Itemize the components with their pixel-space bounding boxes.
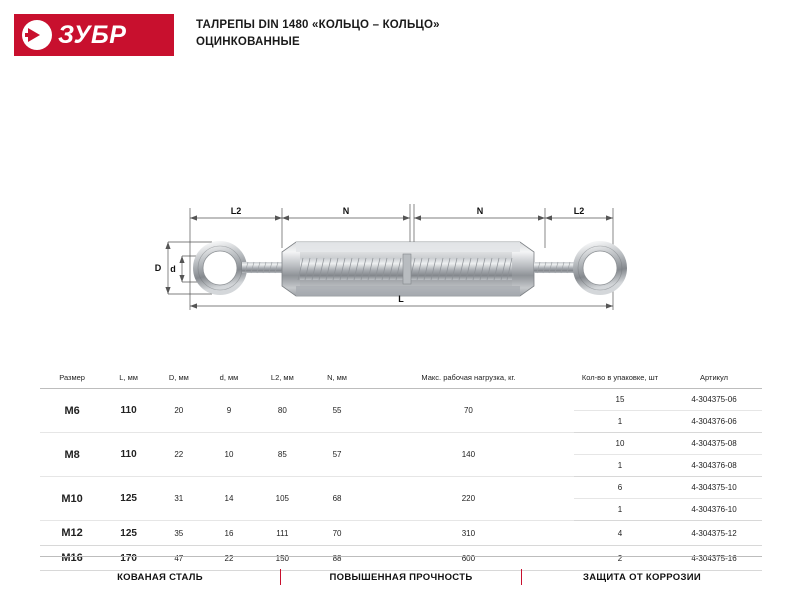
brand-name: ЗУБР xyxy=(58,20,127,49)
cell-n: 70 xyxy=(311,521,363,546)
cell-size: M8 xyxy=(40,433,104,477)
svg-text:N: N xyxy=(342,206,350,216)
product-spec-table xyxy=(40,368,762,571)
cell-pack-qty: 1 xyxy=(574,411,666,433)
cell-size: M10 xyxy=(40,477,104,521)
page-title xyxy=(196,14,440,50)
svg-text:d: d xyxy=(170,264,176,274)
cell-size: M6 xyxy=(40,389,104,433)
brand-logo xyxy=(14,14,174,56)
cell-article: 4-304375-12 xyxy=(666,521,762,546)
svg-text:N: N xyxy=(476,206,484,216)
table-body xyxy=(40,389,762,571)
cell-load: 220 xyxy=(363,477,574,521)
cell-diameter-big: 22 xyxy=(153,433,205,477)
cell-length: 170 xyxy=(104,546,153,571)
svg-text:L2: L2 xyxy=(573,206,585,216)
cell-diameter-small: 16 xyxy=(205,521,254,546)
title-line-2: ОЦИНКОВАННЫЕ xyxy=(196,35,300,48)
cell-n: 88 xyxy=(311,546,363,571)
turnbuckle-drawing xyxy=(0,56,800,316)
cell-n: 57 xyxy=(311,433,363,477)
cell-l2: 111 xyxy=(253,521,311,546)
cell-diameter-small: 10 xyxy=(205,433,254,477)
feature-footer xyxy=(40,556,762,585)
svg-text:L2: L2 xyxy=(230,206,242,216)
cell-pack-qty: 2 xyxy=(574,546,666,571)
cell-article: 4-304375-16 xyxy=(666,546,762,571)
cell-length: 125 xyxy=(104,521,153,546)
cell-size: M12 xyxy=(40,521,104,546)
cell-diameter-small: 14 xyxy=(205,477,254,521)
cell-article: 4-304376-06 xyxy=(666,411,762,433)
svg-text:L: L xyxy=(398,294,404,304)
table-row xyxy=(40,433,762,455)
zubr-arrow-icon xyxy=(22,20,52,50)
table-row xyxy=(40,389,762,411)
th-l2: L2, мм xyxy=(253,368,311,389)
cell-length: 110 xyxy=(104,433,153,477)
cell-l2: 105 xyxy=(253,477,311,521)
th-n: N, мм xyxy=(311,368,363,389)
cell-l2: 80 xyxy=(253,389,311,433)
th-l: L, мм xyxy=(104,368,153,389)
cell-diameter-big: 47 xyxy=(153,546,205,571)
cell-n: 55 xyxy=(311,389,363,433)
cell-load: 70 xyxy=(363,389,574,433)
cell-article: 4-304376-08 xyxy=(666,455,762,477)
cell-diameter-big: 31 xyxy=(153,477,205,521)
cell-pack-qty: 4 xyxy=(574,521,666,546)
cell-n: 68 xyxy=(311,477,363,521)
cell-article: 4-304375-06 xyxy=(666,389,762,411)
th-d-big: D, мм xyxy=(153,368,205,389)
cell-load: 310 xyxy=(363,521,574,546)
th-size: Размер xyxy=(40,368,104,389)
cell-load: 140 xyxy=(363,433,574,477)
cell-size: M16 xyxy=(40,546,104,571)
cell-diameter-big: 20 xyxy=(153,389,205,433)
cell-diameter-small: 9 xyxy=(205,389,254,433)
page-header xyxy=(0,0,800,56)
cell-article: 4-304376-10 xyxy=(666,499,762,521)
cell-length: 125 xyxy=(104,477,153,521)
th-pack: Кол-во в упаковке, шт xyxy=(574,368,666,389)
footer-item-2: ПОВЫШЕННАЯ ПРОЧНОСТЬ xyxy=(329,571,473,583)
cell-pack-qty: 6 xyxy=(574,477,666,499)
cell-pack-qty: 10 xyxy=(574,433,666,455)
cell-length: 110 xyxy=(104,389,153,433)
title-line-1: ТАЛРЕПЫ DIN 1480 «КОЛЬЦО – КОЛЬЦО» xyxy=(196,19,440,31)
footer-item-3: ЗАЩИТА ОТ КОРРОЗИИ xyxy=(583,571,701,583)
table-row xyxy=(40,521,762,546)
cell-pack-qty: 1 xyxy=(574,455,666,477)
product-diagram xyxy=(0,56,800,316)
table-head xyxy=(40,368,762,389)
th-load: Макс. рабочая нагрузка, кг. xyxy=(363,368,574,389)
cell-article: 4-304375-08 xyxy=(666,433,762,455)
footer-item-1: КОВАНАЯ СТАЛЬ xyxy=(117,571,203,583)
th-d-small: d, мм xyxy=(205,368,254,389)
cell-load: 600 xyxy=(363,546,574,571)
cell-pack-qty: 15 xyxy=(574,389,666,411)
specs-table xyxy=(40,368,762,571)
cell-l2: 85 xyxy=(253,433,311,477)
svg-text:D: D xyxy=(154,263,162,273)
cell-article: 4-304375-10 xyxy=(666,477,762,499)
cell-l2: 150 xyxy=(253,546,311,571)
table-row xyxy=(40,477,762,499)
cell-pack-qty: 1 xyxy=(574,499,666,521)
cell-diameter-small: 22 xyxy=(205,546,254,571)
th-article: Артикул xyxy=(666,368,762,389)
cell-diameter-big: 35 xyxy=(153,521,205,546)
table-header-row xyxy=(40,368,762,389)
